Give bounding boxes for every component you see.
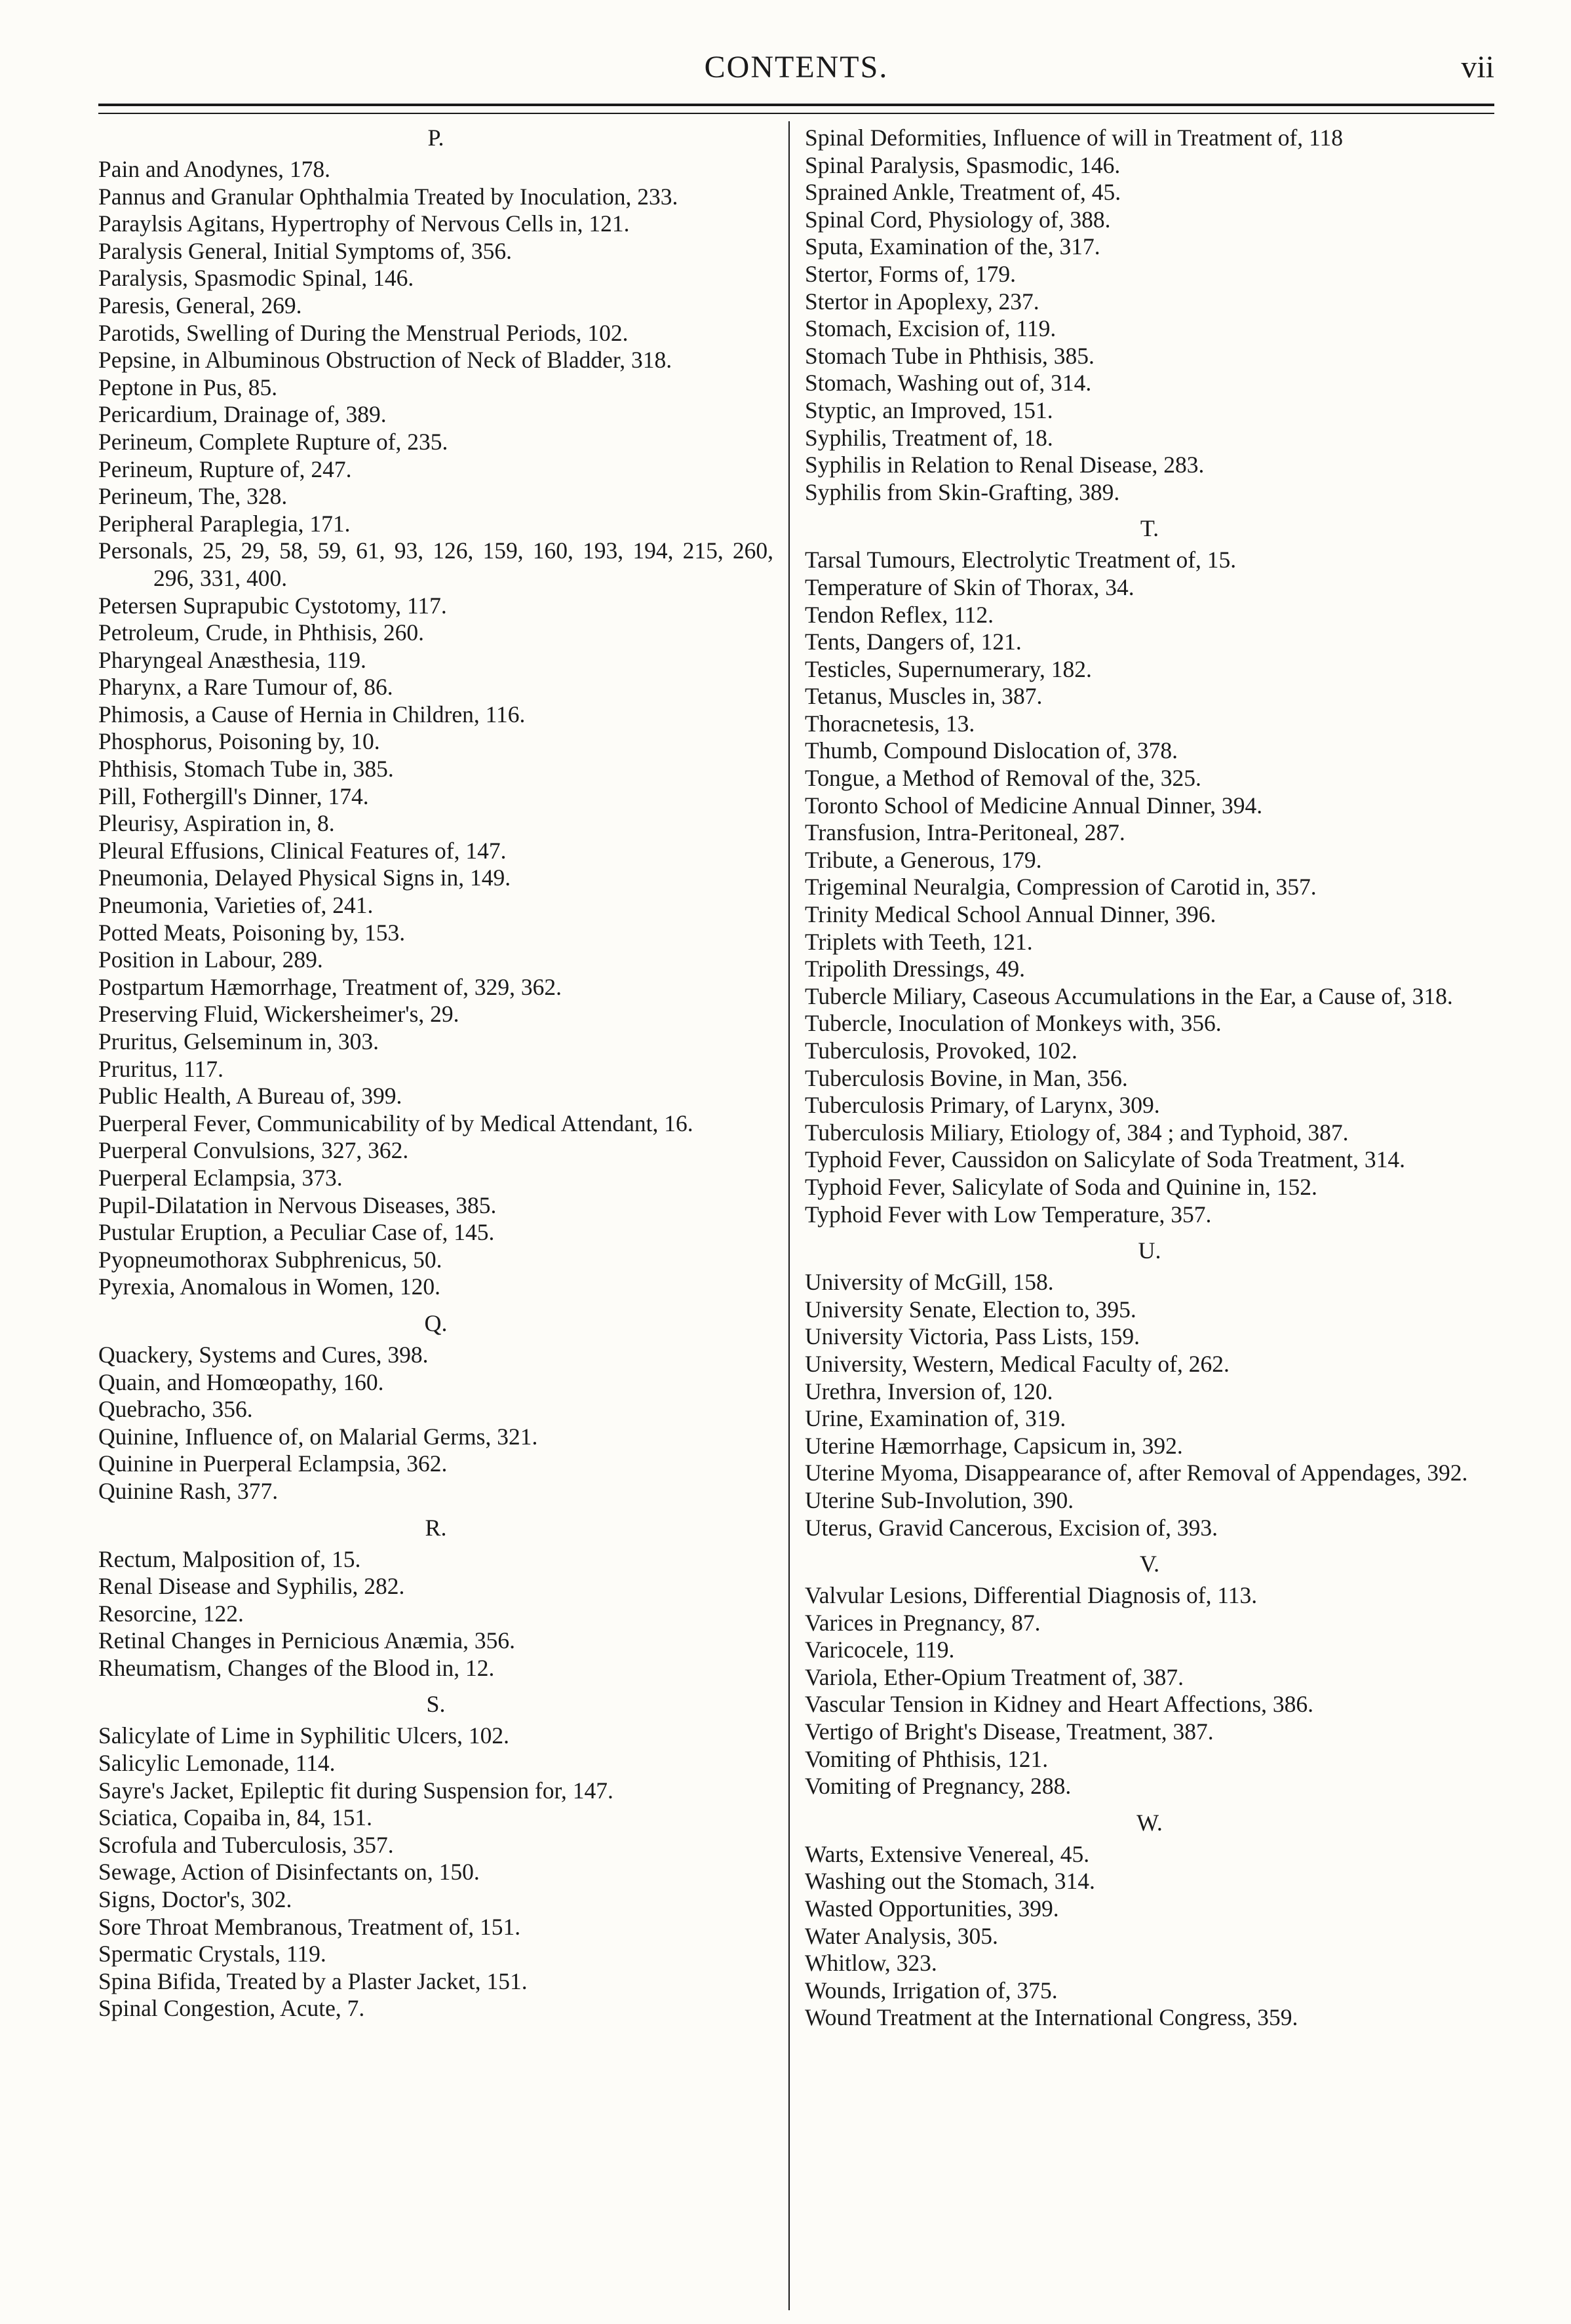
index-entry: Uterine Hæmorrhage, Capsicum in, 392. <box>805 1432 1183 1459</box>
section-letter: P. <box>427 125 444 151</box>
index-entry: Typhoid Fever, Salicylate of Soda and Quinine in, 152. <box>805 1173 1317 1200</box>
index-entry: Varicocele, 119. <box>805 1636 955 1663</box>
index-entry: Urine, Examination of, 319. <box>805 1405 1066 1432</box>
index-entry: Phosphorus, Poisoning by, 10. <box>98 728 380 755</box>
section-letter: Q. <box>424 1309 448 1336</box>
section-letter: U. <box>1138 1237 1161 1264</box>
index-entry: Pustular Eruption, a Peculiar Case of, 145. <box>98 1219 495 1246</box>
index-entry: Urethra, Inversion of, 120. <box>805 1378 1053 1404</box>
index-entry: Sprained Ankle, Treatment of, 45. <box>805 179 1121 206</box>
index-entry: Tongue, a Method of Removal of the, 325. <box>805 765 1201 792</box>
index-entry: Pain and Anodynes, 178. <box>98 156 330 182</box>
index-entry: Phimosis, a Cause of Hernia in Children, 116. <box>98 701 526 727</box>
index-entry: Scrofula and Tuberculosis, 357. <box>98 1831 394 1858</box>
index-entry: Peripheral Paraplegia, 171. <box>98 510 351 537</box>
index-entry: Pyopneumothorax Subphrenicus, 50. <box>98 1246 442 1273</box>
index-entry: Testicles, Supernumerary, 182. <box>805 655 1092 682</box>
index-entry: Paralysis General, Initial Symptoms of, 356. <box>98 237 513 264</box>
index-entry: Tripolith Dressings, 49. <box>805 956 1025 982</box>
index-entry: Varices in Pregnancy, 87. <box>805 1609 1041 1636</box>
index-entry: Pericardium, Drainage of, 389. <box>98 401 387 428</box>
index-entry: Rectum, Malposition of, 15. <box>98 1545 361 1572</box>
index-entry: Tendon Reflex, 112. <box>805 601 994 628</box>
index-entry: Pleurisy, Aspiration in, 8. <box>98 810 335 837</box>
index-entry: Rheumatism, Changes of the Blood in, 12. <box>98 1654 495 1681</box>
header-rule-thick <box>98 104 1494 106</box>
index-entry: Paralysis, Spasmodic Spinal, 146. <box>98 265 414 292</box>
index-entry: Renal Disease and Syphilis, 282. <box>98 1573 405 1600</box>
index-entry: Vertigo of Bright's Disease, Treatment, 387. <box>805 1718 1214 1745</box>
index-entry: Tents, Dangers of, 121. <box>805 629 1022 655</box>
index-entry: University of McGill, 158. <box>805 1269 1054 1296</box>
page-title: CONTENTS. <box>704 50 889 85</box>
index-entry: Petersen Suprapubic Cystotomy, 117. <box>98 592 447 619</box>
index-entry: Quinine in Puerperal Eclampsia, 362. <box>98 1450 448 1477</box>
index-entry: Pneumonia, Varieties of, 241. <box>98 892 374 919</box>
index-entry: Wound Treatment at the International Congress, 359. <box>805 2004 1298 2031</box>
index-entry: Stomach, Excision of, 119. <box>805 315 1057 342</box>
index-entry: Pruritus, 117. <box>98 1055 223 1082</box>
index-entry: Personals, 25, 29, 58, 59, 61, 93, 126, 159, 160, 193, 194, 215, 260, 296, 331, 400. <box>98 537 773 591</box>
index-entry: Stertor, Forms of, 179. <box>805 260 1017 287</box>
section-letter: T. <box>1140 515 1159 542</box>
index-entry: Valvular Lesions, Differential Diagnosis of, 113. <box>805 1582 1258 1609</box>
index-entry: Sore Throat Membranous, Treatment of, 151. <box>98 1913 521 1940</box>
index-entry: Styptic, an Improved, 151. <box>805 397 1053 423</box>
index-entry: Thoracnetesis, 13. <box>805 710 975 737</box>
section-letter: W. <box>1136 1809 1163 1836</box>
index-entry: Pill, Fothergill's Dinner, 174. <box>98 783 369 809</box>
index-entry: Spermatic Crystals, 119. <box>98 1941 326 1967</box>
index-entry: Water Analysis, 305. <box>805 1922 998 1949</box>
index-entry: Thumb, Compound Dislocation of, 378. <box>805 737 1178 764</box>
index-entry: Puerperal Eclampsia, 373. <box>98 1164 343 1191</box>
index-entry: Postpartum Hæmorrhage, Treatment of, 329, 362. <box>98 973 562 1000</box>
index-entry: Paraylsis Agitans, Hypertrophy of Nervous Cells in, 121. <box>98 210 630 237</box>
index-entry: Pruritus, Gelseminum in, 303. <box>98 1028 379 1055</box>
index-entry: Tribute, a Generous, 179. <box>805 846 1042 873</box>
index-entry: Quackery, Systems and Cures, 398. <box>98 1341 429 1368</box>
index-entry: Paresis, General, 269. <box>98 292 302 319</box>
index-entry: Salicylic Lemonade, 114. <box>98 1750 336 1777</box>
index-entry: Pneumonia, Delayed Physical Signs in, 149. <box>98 864 511 891</box>
index-entry: Pleural Effusions, Clinical Features of, 147. <box>98 837 507 864</box>
index-entry: Peptone in Pus, 85. <box>98 374 278 400</box>
index-entry: Temperature of Skin of Thorax, 34. <box>805 573 1135 600</box>
index-entry: Perineum, Complete Rupture of, 235. <box>98 428 448 455</box>
index-entry: Quebracho, 356. <box>98 1396 253 1423</box>
section-letter: R. <box>425 1514 447 1541</box>
index-entry: Sayre's Jacket, Epileptic fit during Suspension for, 147. <box>98 1777 613 1804</box>
index-entry: Vascular Tension in Kidney and Heart Affections, 386. <box>805 1691 1314 1718</box>
index-entry: Stertor in Apoplexy, 237. <box>805 288 1039 315</box>
column-divider <box>788 121 790 2310</box>
index-entry: Retinal Changes in Pernicious Anæmia, 356. <box>98 1627 515 1654</box>
index-entry: Trigeminal Neuralgia, Compression of Carotid in, 357. <box>805 874 1317 901</box>
index-entry: Syphilis, Treatment of, 18. <box>805 424 1053 451</box>
index-entry: Perineum, The, 328. <box>98 483 288 510</box>
index-entry: Potted Meats, Poisoning by, 153. <box>98 919 406 946</box>
index-entry: Tubercle, Inoculation of Monkeys with, 356. <box>805 1010 1222 1037</box>
index-entry: Puerperal Fever, Communicability of by Medical Attendant, 16. <box>98 1110 693 1136</box>
index-entry: Perineum, Rupture of, 247. <box>98 455 352 482</box>
index-entry: Tuberculosis Bovine, in Man, 356. <box>805 1064 1128 1091</box>
index-entry: Spinal Cord, Physiology of, 388. <box>805 206 1111 233</box>
index-entry: Spinal Congestion, Acute, 7. <box>98 1995 365 2022</box>
index-entry: Tetanus, Muscles in, 387. <box>805 683 1043 710</box>
page-number: vii <box>1461 50 1494 85</box>
index-entry: Syphilis in Relation to Renal Disease, 283. <box>805 452 1205 478</box>
index-entry: Phthisis, Stomach Tube in, 385. <box>98 756 394 783</box>
index-entry: Pharyngeal Anæsthesia, 119. <box>98 646 366 673</box>
index-entry: Transfusion, Intra-Peritoneal, 287. <box>805 819 1125 846</box>
index-entry: Petroleum, Crude, in Phthisis, 260. <box>98 619 424 646</box>
index-entry: Spina Bifida, Treated by a Plaster Jacket, 151. <box>98 1967 528 1994</box>
index-entry: Tuberculosis Primary, of Larynx, 309. <box>805 1092 1160 1119</box>
index-entry: Variola, Ether-Opium Treatment of, 387. <box>805 1663 1184 1690</box>
index-entry: Pepsine, in Albuminous Obstruction of Neck of Bladder, 318. <box>98 347 672 374</box>
index-entry: Uterus, Gravid Cancerous, Excision of, 393. <box>805 1514 1218 1541</box>
index-entry: Vomiting of Phthisis, 121. <box>805 1745 1049 1772</box>
index-entry: Pyrexia, Anomalous in Women, 120. <box>98 1273 441 1300</box>
index-entry: Trinity Medical School Annual Dinner, 396. <box>805 901 1216 928</box>
index-entry: Sciatica, Copaiba in, 84, 151. <box>98 1804 373 1831</box>
index-entry: Uterine Sub-Involution, 390. <box>805 1486 1074 1513</box>
index-entry: Typhoid Fever, Caussidon on Salicylate of Soda Treatment, 314. <box>805 1146 1406 1173</box>
index-entry: Spinal Paralysis, Spasmodic, 146. <box>805 151 1121 178</box>
index-column-right <box>805 125 1494 2314</box>
index-entry: Syphilis from Skin-Grafting, 389. <box>805 478 1120 505</box>
index-entry: Sputa, Examination of the, 317. <box>805 233 1100 260</box>
header-rule-thin <box>98 113 1494 114</box>
index-entry: Signs, Doctor's, 302. <box>98 1886 292 1913</box>
index-entry: Toronto School of Medicine Annual Dinner, 394. <box>805 792 1263 819</box>
index-entry: Tuberculosis, Provoked, 102. <box>805 1037 1077 1064</box>
index-entry: Sewage, Action of Disinfectants on, 150. <box>98 1859 480 1886</box>
section-letter: V. <box>1139 1551 1160 1578</box>
index-entry: Quinine, Influence of, on Malarial Germs, 321. <box>98 1423 538 1450</box>
index-entry: Washing out the Stomach, 314. <box>805 1868 1095 1895</box>
section-letter: S. <box>426 1691 446 1718</box>
index-entry: Pharynx, a Rare Tumour of, 86. <box>98 674 393 701</box>
page-header <box>98 49 1494 95</box>
index-entry: Resorcine, 122. <box>98 1600 244 1627</box>
index-entry: Salicylate of Lime in Syphilitic Ulcers, 102. <box>98 1722 510 1749</box>
index-entry: Tubercle Miliary, Caseous Accumulations in the Ear, a Cause of, 318. <box>805 982 1453 1009</box>
index-entry: University, Western, Medical Faculty of, 262. <box>805 1350 1230 1377</box>
index-entry: Parotids, Swelling of During the Menstrual Periods, 102. <box>98 319 629 346</box>
index-entry: Tuberculosis Miliary, Etiology of, 384 ; and Typhoid, 387. <box>805 1119 1349 1146</box>
index-entry: Quinine Rash, 377. <box>98 1477 279 1504</box>
index-entry: Position in Labour, 289. <box>98 946 323 973</box>
index-entry: Quain, and Homœopathy, 160. <box>98 1368 384 1395</box>
index-entry: Wasted Opportunities, 399. <box>805 1895 1059 1922</box>
index-entry: Pannus and Granular Ophthalmia Treated by Inoculation, 233. <box>98 183 678 210</box>
index-entry: Preserving Fluid, Wickersheimer's, 29. <box>98 1001 459 1028</box>
index-entry: Puerperal Convulsions, 327, 362. <box>98 1137 409 1164</box>
index-entry: Uterine Myoma, Disappearance of, after Removal of Appendages, 392. <box>805 1460 1468 1486</box>
index-entry: Stomach Tube in Phthisis, 385. <box>805 342 1095 369</box>
index-entry: Tarsal Tumours, Electrolytic Treatment of, 15. <box>805 547 1237 573</box>
index-entry: Stomach, Washing out of, 314. <box>805 370 1092 397</box>
index-entry: Warts, Extensive Venereal, 45. <box>805 1840 1090 1867</box>
index-entry: Vomiting of Pregnancy, 288. <box>805 1773 1072 1800</box>
index-entry: Pupil-Dilatation in Nervous Diseases, 385. <box>98 1191 497 1218</box>
index-entry: Wounds, Irrigation of, 375. <box>805 1977 1058 2004</box>
index-entry: Typhoid Fever with Low Temperature, 357. <box>805 1201 1212 1228</box>
index-entry: Public Health, A Bureau of, 399. <box>98 1083 402 1110</box>
index-entry: University Senate, Election to, 395. <box>805 1296 1136 1323</box>
index-entry: Spinal Deformities, Influence of will in Treatment of, 118 <box>805 125 1343 151</box>
index-entry: University Victoria, Pass Lists, 159. <box>805 1323 1140 1350</box>
index-column-left <box>98 125 773 2314</box>
index-entry: Whitlow, 323. <box>805 1950 937 1977</box>
index-entry: Triplets with Teeth, 121. <box>805 928 1033 955</box>
